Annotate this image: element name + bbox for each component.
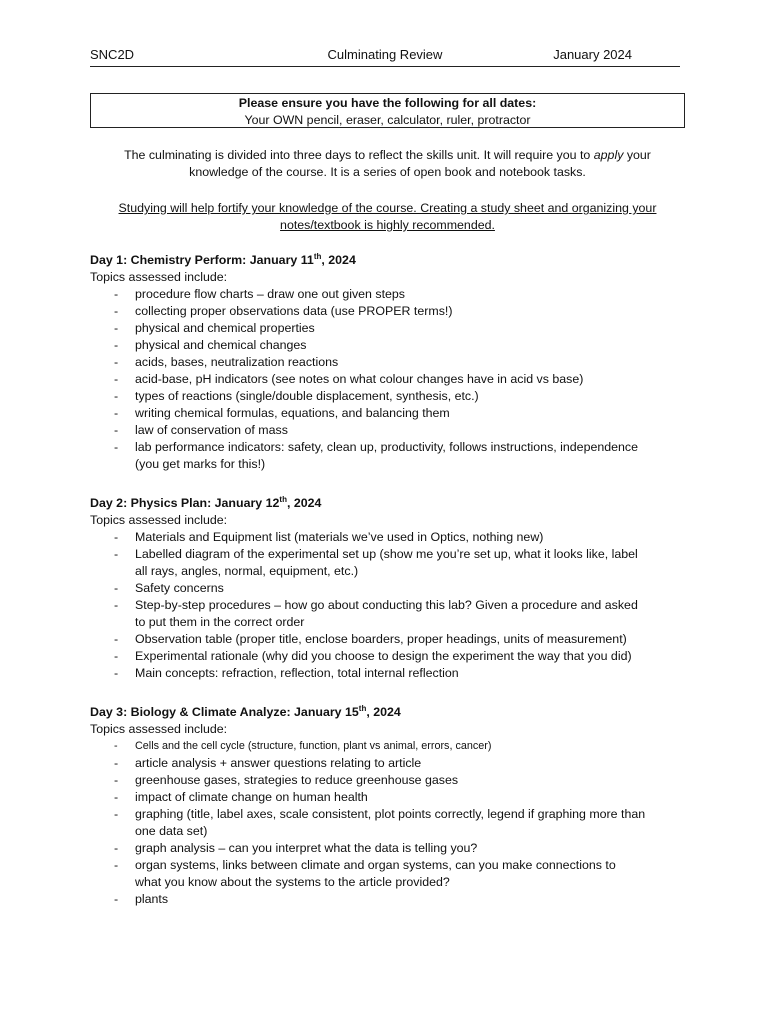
study-tip-line-1: Studying will help fortify your knowledge of the course. Creating a study sheet and organizing your (118, 201, 657, 215)
day-3-title-year: , 2024 (366, 705, 401, 719)
day-3-title-text: Day 3: Biology & Climate Analyze: January 15 (90, 705, 359, 719)
day-2-topics (90, 529, 690, 682)
day-1-title-text: Day 1: Chemistry Perform: January 11 (90, 253, 314, 267)
list-item: - collecting proper observations data (use PROPER terms!) (90, 303, 690, 320)
day-3-subtitle: Topics assessed include: (90, 722, 228, 736)
requirements-box (90, 93, 685, 128)
study-tip-line-2: notes/textbook is highly recommended. (280, 218, 495, 232)
list-item: - article analysis + answer questions relating to article (90, 755, 690, 772)
day-1-title-year: , 2024 (321, 253, 356, 267)
list-item: - physical and chemical changes (90, 337, 690, 354)
study-tip (90, 200, 685, 234)
list-item: - physical and chemical properties (90, 320, 690, 337)
day-2-section (90, 495, 690, 682)
day-3-title-sup: th (358, 703, 367, 713)
list-item: - greenhouse gases, strategies to reduce greenhouse gases (90, 772, 690, 789)
day-1-section (90, 252, 690, 473)
list-item: - graphing (title, label axes, scale consistent, plot points correctly, legend if graphing more than one data set) (90, 806, 690, 840)
intro-emphasis: apply (593, 148, 624, 162)
day-3-topics (90, 738, 690, 908)
list-item: - graph analysis – can you interpret what the data is telling you? (90, 840, 690, 857)
page-header (90, 46, 680, 67)
document-title: Culminating Review (327, 47, 443, 62)
day-2-title-text: Day 2: Physics Plan: January 12 (90, 496, 280, 510)
day-1-subtitle: Topics assessed include: (90, 270, 228, 284)
day-2-title-sup: th (279, 494, 287, 504)
requirements-items: Your OWN pencil, eraser, calculator, ruler, protractor (244, 113, 531, 127)
list-item: - organ systems, links between climate and organ systems, can you make connections to what you know about the systems to the article provided? (90, 857, 690, 891)
list-item: - acid-base, pH indicators (see notes on what colour changes have in acid vs base) (90, 371, 690, 388)
day-1-topics (90, 286, 690, 473)
intro-line-1-text: The culminating is divided into three days to reflect the skills unit. It will require you to (124, 148, 594, 162)
list-item: - Cells and the cell cycle (structure, function, plant vs animal, errors, cancer) (90, 738, 690, 755)
list-item: - lab performance indicators: safety, clean up, productivity, follows instructions, independence (you get marks for this!) (90, 439, 690, 473)
day-3-title (90, 704, 690, 721)
requirements-title: Please ensure you have the following for all dates: (238, 96, 537, 110)
intro-line-2: knowledge of the course. It is a series of open book and notebook tasks. (189, 165, 586, 179)
list-item: - Step-by-step procedures – how go about conducting this lab? Given a procedure and asked to put them in the correct order (90, 597, 690, 631)
list-item: - Observation table (proper title, enclose boarders, proper headings, units of measurement) (90, 631, 690, 648)
list-item: - procedure flow charts – draw one out given steps (90, 286, 690, 303)
day-2-subtitle: Topics assessed include: (90, 513, 228, 527)
day-1-title (90, 252, 690, 269)
day-1-title-sup: th (313, 251, 322, 261)
day-3-section (90, 704, 690, 908)
course-code: SNC2D (90, 47, 135, 62)
day-2-title (90, 495, 690, 512)
list-item: - acids, bases, neutralization reactions (90, 354, 690, 371)
list-item: - Main concepts: refraction, reflection, total internal reflection (90, 665, 690, 682)
intro-line-1-end: your (623, 148, 651, 162)
list-item: - types of reactions (single/double displacement, synthesis, etc.) (90, 388, 690, 405)
list-item: - plants (90, 891, 690, 908)
list-item: - Experimental rationale (why did you choose to design the experiment the way that you did) (90, 648, 690, 665)
list-item: - impact of climate change on human health (90, 789, 690, 806)
document-date: January 2024 (553, 47, 632, 62)
list-item: - law of conservation of mass (90, 422, 690, 439)
list-item: - Labelled diagram of the experimental set up (show me you’re set up, what it looks like, label all rays, angles, normal, equipment, etc.) (90, 546, 690, 580)
day-2-title-year: , 2024 (286, 496, 322, 510)
list-item: - writing chemical formulas, equations, and balancing them (90, 405, 690, 422)
list-item: - Materials and Equipment list (materials we’ve used in Optics, nothing new) (90, 529, 690, 546)
list-item: - Safety concerns (90, 580, 690, 597)
intro-line-1 (90, 147, 685, 164)
intro-paragraph (90, 147, 685, 181)
